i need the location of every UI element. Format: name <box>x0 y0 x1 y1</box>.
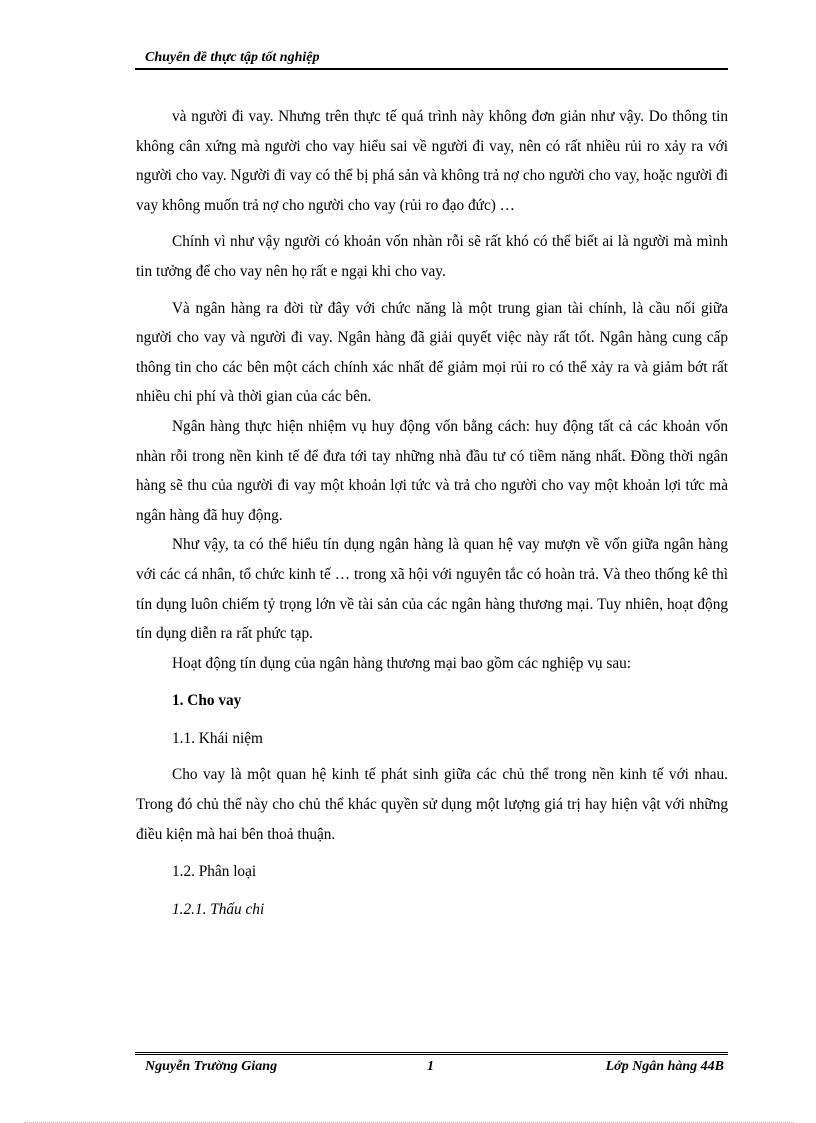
heading-khai-niem: 1.1. Khái niệm <box>172 729 263 747</box>
page-header <box>135 48 728 70</box>
header-rule <box>135 68 728 70</box>
paragraph-1: và người đi vay. Nhưng trên thực tế quá trình này không đơn giản như vậy. Do thông tin không cân xứng mà người cho vay hiểu sai về người đi vay, nên có rất nhiều rủi ro xảy ra với người cho vay. Người đi vay có thể bị phá sản và không trả nợ cho người cho vay, hoặc người đi vay không muốn trả nợ cho người cho vay (rủi ro đạo đức) … <box>136 108 728 214</box>
footer-author: Nguyễn Trường Giang <box>145 1059 278 1074</box>
page-footer <box>135 1052 728 1078</box>
paragraph-3: Và ngân hàng ra đời từ đây với chức năng là một trung gian tài chính, là cầu nối giữa người cho vay và người đi vay. Ngân hàng đã giải quyết việc này rất tốt. Ngân hàng cung cấp thông tin cho các bên một cách chính xác nhất để giảm mọi rủi ro có thể xảy ra và giảm bớt rất nhiều chi phí và thời gian của các bên. <box>136 299 728 406</box>
footer-page-number: 1 <box>427 1059 434 1074</box>
header-title: Chuyên đề thực tập tốt nghiệp <box>145 50 320 65</box>
footer-rule <box>135 1052 728 1055</box>
document-body <box>136 102 728 924</box>
heading-phan-loai: 1.2. Phân loại <box>172 863 257 881</box>
paragraph-7: Cho vay là một quan hệ kinh tế phát sinh giữa các chủ thể trong nền kinh tế với nhau. Trong đó chủ thể này cho chủ thể khác quyền sử dụng một lượng giá trị hay hiện vật với những điều kiện mà hai bên thoả thuận. <box>136 766 728 843</box>
footer-class: Lớp Ngân hàng 44B <box>605 1059 724 1074</box>
heading-cho-vay: 1. Cho vay <box>172 692 242 710</box>
paragraph-6: Hoạt động tín dụng của ngân hàng thương mại bao gồm các nghiệp vụ sau: <box>172 654 632 672</box>
paragraph-4: Ngân hàng thực hiện nhiệm vụ huy động vốn bằng cách: huy động tất cả các khoản vốn nhàn rỗi trong nền kinh tế để đưa tới tay những nhà đầu tư có tiềm năng nhất. Đồng thời ngân hàng sẽ thu của người đi vay một khoản lợi tức và trả cho người cho vay một khoản lợi tức mà ngân hàng đã huy động. <box>136 417 728 524</box>
heading-thau-chi: 1.2.1. Thấu chi <box>172 900 265 918</box>
paragraph-5: Như vậy, ta có thể hiểu tín dụng ngân hàng là quan hệ vay mượn về vốn giữa ngân hàng với các cá nhân, tổ chức kinh tế … trong xã hội với nguyên tắc có hoàn trả. Và theo thống kê thì tín dụng luôn chiếm tỷ trọng lớn về tài sản của các ngân hàng thương mại. Tuy nhiên, hoạt động tín dụng diễn ra rất phức tạp. <box>136 536 728 643</box>
paragraph-2: Chính vì như vậy người có khoản vốn nhàn rỗi sẽ rất khó có thể biết ai là người mà mình tin tưởng để cho vay nên họ rất e ngại khi cho vay. <box>136 233 728 280</box>
